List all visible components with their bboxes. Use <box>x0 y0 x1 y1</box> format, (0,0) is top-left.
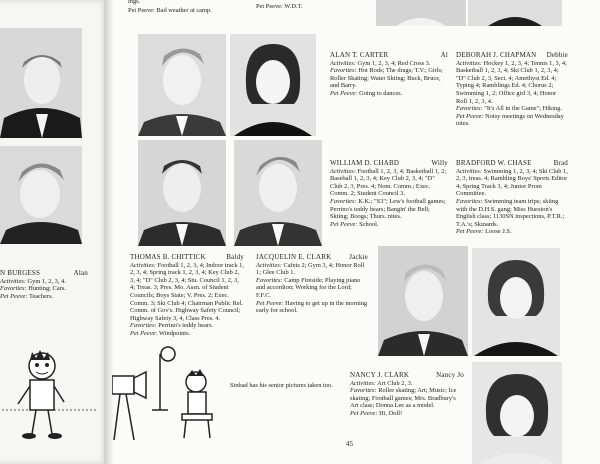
entry-chabd <box>330 160 448 228</box>
entry-peeve: School. <box>359 220 379 228</box>
portrait-photo <box>378 246 468 356</box>
label-peeve: Pet Peeve: <box>456 112 484 120</box>
entry-favorites: Roller skating; Art; Music; Ice skating; Football games; Mrs. Bradbury's Art class; Donna Lee as a model. <box>350 387 457 410</box>
entry-favorites: Swimming team trips; skiing with the D.H.S. gang; Miss Hueston's English class; 1130SN inspections, P.T.R.; T.A.'s; Skinards. <box>456 197 565 228</box>
label-favorites: Favorites: <box>456 105 483 113</box>
entry-favorites: Camp Fireside; Playing piano and accordion; Working for the Lord; F.F.C. <box>256 276 361 299</box>
entry-name: WILLIAM D. CHABD <box>330 159 400 167</box>
label-activities: Activities: <box>256 261 282 269</box>
cartoon-sinbad-left <box>2 350 98 450</box>
entry-name: THOMAS B. CHITTICK <box>130 253 206 261</box>
label-peeve: Pet Peeve: <box>456 228 484 236</box>
portrait-photo <box>234 140 322 246</box>
portrait-photo <box>468 0 562 26</box>
label-peeve: Pet Peeve: <box>350 409 378 417</box>
entry-burgess <box>0 270 88 300</box>
entry-nclark <box>350 372 464 418</box>
entry-name: N BURGESS <box>0 269 41 277</box>
entry-activities: Gym 1, 2, 3, 4. <box>27 277 66 285</box>
entry-favorites: "It's All in the Game"; Hiking. <box>484 105 562 113</box>
cartoon-camera-scene <box>112 340 222 444</box>
entry-activities: Art Club 2, 3. <box>377 379 413 387</box>
tail-prefix: ings. <box>128 0 141 5</box>
portrait-photo <box>0 146 82 244</box>
entry-activities: Gym 1, 2, 3, 4; Red Cross 3. <box>357 59 431 67</box>
entry-favorites: Hot Rods; The drags; T.V.; Girls; Roller Skating; Water Skiing; Buck, Bruce, and Barry. <box>330 67 443 90</box>
label-peeve: Pet Peeve: <box>0 292 28 300</box>
label-peeve: Pet Peeve: <box>130 329 158 337</box>
entry-name: JACQUELIN E. CLARK <box>256 253 332 261</box>
page-number: 45 <box>346 440 353 448</box>
cartoon-caption: Sinbad has his senior pictures taken too. <box>230 382 333 389</box>
entry-nickname: Brad <box>553 159 568 167</box>
entry-favorites: K.K.; "S3"; Lew's football games; Perrino's teddy bears; Bangin' the Bell; Skiing; Boogs; Thurs. nites. <box>330 197 446 221</box>
portrait-photo <box>376 0 466 26</box>
label-activities: Activities: <box>456 59 482 67</box>
label-activities: Activities: <box>0 277 26 285</box>
label-favorites: Favorites: <box>130 322 157 330</box>
tail-left-col: Pet Peeve: Bad weather at camp. <box>128 7 212 14</box>
entry-nickname: Willy <box>431 159 448 167</box>
label-activities: Activities: <box>130 261 156 269</box>
label-activities: Activities: <box>456 167 482 175</box>
label-favorites: Favorites: <box>330 67 357 75</box>
entry-peeve: Teachers. <box>28 292 54 300</box>
entry-peeve: Hi, Doll! <box>379 409 403 417</box>
portrait-photo <box>472 248 560 356</box>
entry-peeve: Having to get up in the morning early for school. <box>256 299 368 315</box>
entry-favorites: Hunting; Cars. <box>28 285 66 293</box>
tail-mid-col: Pet Peeve: W.D.T. <box>256 3 303 10</box>
entry-name: DEBORAH J. CHAPMAN <box>456 51 537 59</box>
label-favorites: Favorites: <box>350 387 377 395</box>
portrait-photo <box>0 28 82 138</box>
entry-name: BRADFORD W. CHASE <box>456 159 532 167</box>
label-peeve: Pet Peeve: <box>330 220 358 228</box>
entry-peeve: Loose J.S. <box>485 228 512 236</box>
label-favorites: Favorites: <box>0 285 27 293</box>
entry-name: NANCY J. CLARK <box>350 371 410 379</box>
entry-activities: Hockey 1, 2, 3, 4; Tennis 1, 3, 4; Basketball 1, 2, 3, 4; Ski Club 1, 2, 3, 4; "D" Club 2, 3, Sect. 4; Amethyst Ed. 4; Typing 4; Ramblings Ed. 4; Chorus 2; Swimming 1, 2; Office girl 3, 4; Honor Roll 1, 2, 3, 4. <box>456 59 567 105</box>
entry-activities: Cafets 2; Gym 3, 4; Honor Roll 1; Glee Club 1. <box>256 261 365 277</box>
entry-peeve: Going to dances. <box>359 89 403 97</box>
entry-chapman <box>456 52 568 128</box>
entry-activities: Football 1, 2, 3, 4; Basketball 1, 2; Baseball 1, 2, 3, 4; Key Club 2, 3, 4; "D" Club 2, 3, Pres. 4; Nom. Comm.; Exec. Comm. 2; Student Council 3. <box>330 167 447 198</box>
label-favorites: Favorites: <box>456 197 483 205</box>
entry-jclark <box>256 254 368 315</box>
entry-peeve: Windpoints. <box>158 329 191 337</box>
entry-nickname: Baldy <box>226 253 244 261</box>
label-peeve: Pet Peeve: <box>330 89 358 97</box>
label-favorites: Favorites: <box>256 276 283 284</box>
label-favorites: Favorites: <box>330 197 357 205</box>
portrait-photo <box>138 140 226 246</box>
label-activities: Activities: <box>330 59 356 67</box>
entry-activities: Swimming 1, 2, 3, 4; Ski Club 1, 2, 3, treas. 4; Rambling Boys' Sports Editor 4; Spring Track 3, 4; Junior Prom Committee. <box>456 167 568 198</box>
portrait-photo <box>138 34 226 136</box>
label-activities: Activities: <box>350 379 376 387</box>
label-peeve: Pet Peeve: <box>256 299 284 307</box>
portrait-photo <box>472 362 562 464</box>
entry-favorites: Perrino's teddy bears. <box>158 322 214 330</box>
entry-peeve: Noisy meetings on Wednesday nites. <box>456 112 564 128</box>
entry-nickname: Nancy Jo <box>436 371 464 379</box>
entry-nickname: Alan <box>73 269 88 277</box>
label-activities: Activities: <box>330 167 356 175</box>
entry-chittick <box>130 254 244 338</box>
entry-nickname: Al <box>440 51 448 59</box>
entry-name: ALAN T. CARTER <box>330 51 389 59</box>
entry-nickname: Jackie <box>349 253 368 261</box>
portrait-photo <box>230 34 316 136</box>
entry-chase <box>456 160 568 236</box>
entry-carter <box>330 52 448 98</box>
entry-activities: Football 1, 2, 3, 4; Indoor track 1, 2, 3, 4; Spring track 1, 2, 3, 4; Key Club 2, 3, 4; "D" Club 2, 3, 4; Stu. Council 1, 2, 3, 4; Treas. 3; Pres. Mo. Assn. of Student Councils; Boys State; V. Pres. 2; Exec. Comm. 3; Ski Club 4; Chairman Public Rel. Comm. of Gov's. Highway Safety Council; Highway Safety 3, 4, Class Pres. 4. <box>130 261 244 322</box>
entry-nickname: Debbie <box>546 51 568 59</box>
